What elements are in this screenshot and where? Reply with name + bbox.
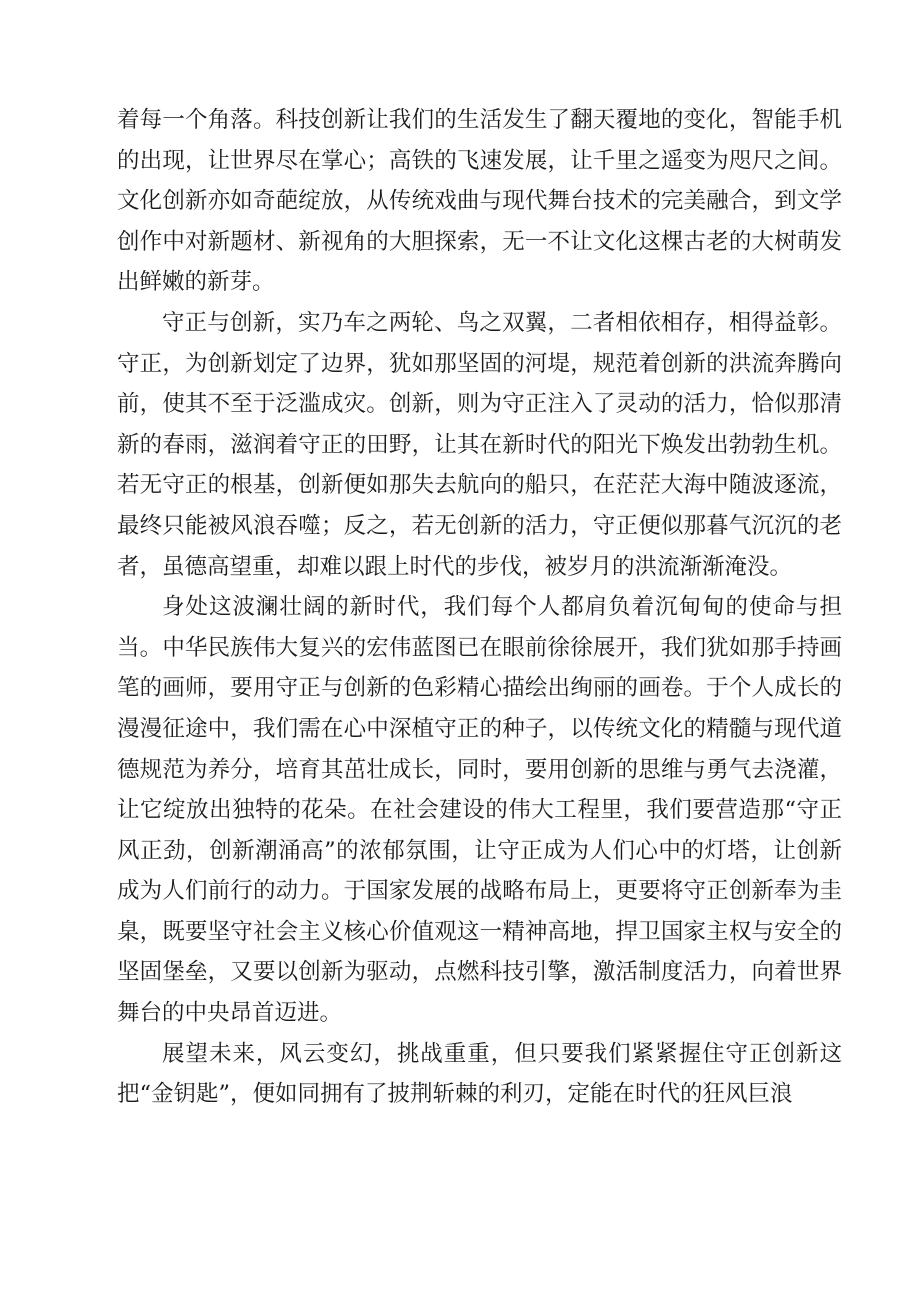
paragraph-3: 身处这波澜壮阔的新时代，我们每个人都肩负着沉甸甸的使命与担当。中华民族伟大复兴的宏伟蓝图已在眼前徐徐展开，我们犹如那手持画笔的画师，要用守正与创新的色彩精心描绘出绚丽的画卷。于个人成长的漫漫征途中，我们需在心中深植守正的种子，以传统文化的精髓与现代道德规范为养分，培育其茁壮成长，同时，要用创新的思维与勇气去浇灌，让它绽放出独特的花朵。在社会建设的伟大工程里，我们要营造那“守正风正劲，创新潮涌高”的浓郁氛围，让守正成为人们心中的灯塔，让创新成为人们前行的动力。于国家发展的战略布局上，更要将守正创新奉为圭臬，既要坚守社会主义核心价值观这一精神高地，捍卫国家主权与安全的坚固堡垒，又要以创新为驱动，点燃科技引擎，激活制度活力，向着世界舞台的中央昂首迈进。 xyxy=(117,594,842,1027)
document-page xyxy=(117,100,842,1115)
paragraph-1: 着每一个角落。科技创新让我们的生活发生了翻天覆地的变化，智能手机的出现，让世界尽在掌心；高铁的飞速发展，让千里之遥变为咫尺之间。文化创新亦如奇葩绽放，从传统戏曲与现代舞台技术的完美融合，到文学创作中对新题材、新视角的大胆探索，无一不让文化这棵古老的大树萌发出鲜嫩的新芽。 xyxy=(117,107,842,296)
paragraph-4: 展望未来，风云变幻，挑战重重，但只要我们紧紧握住守正创新这把“金钥匙”，便如同拥有了披荆斩棘的利刃，定能在时代的狂风巨浪 xyxy=(117,1040,842,1108)
paragraph-2: 守正与创新，实乃车之两轮、鸟之双翼，二者相依相存，相得益彰。守正，为创新划定了边界，犹如那坚固的河堤，规范着创新的洪流奔腾向前，使其不至于泛滥成灾。创新，则为守正注入了灵动的活力，恰似那清新的春雨，滋润着守正的田野，让其在新时代的阳光下焕发出勃勃生机。若无守正的根基，创新便如那失去航向的船只，在茫茫大海中随波逐流，最终只能被风浪吞噬；反之，若无创新的活力，守正便似那暮气沉沉的老者，虽德高望重，却难以跟上时代的步伐，被岁月的洪流渐渐淹没。 xyxy=(117,309,842,580)
